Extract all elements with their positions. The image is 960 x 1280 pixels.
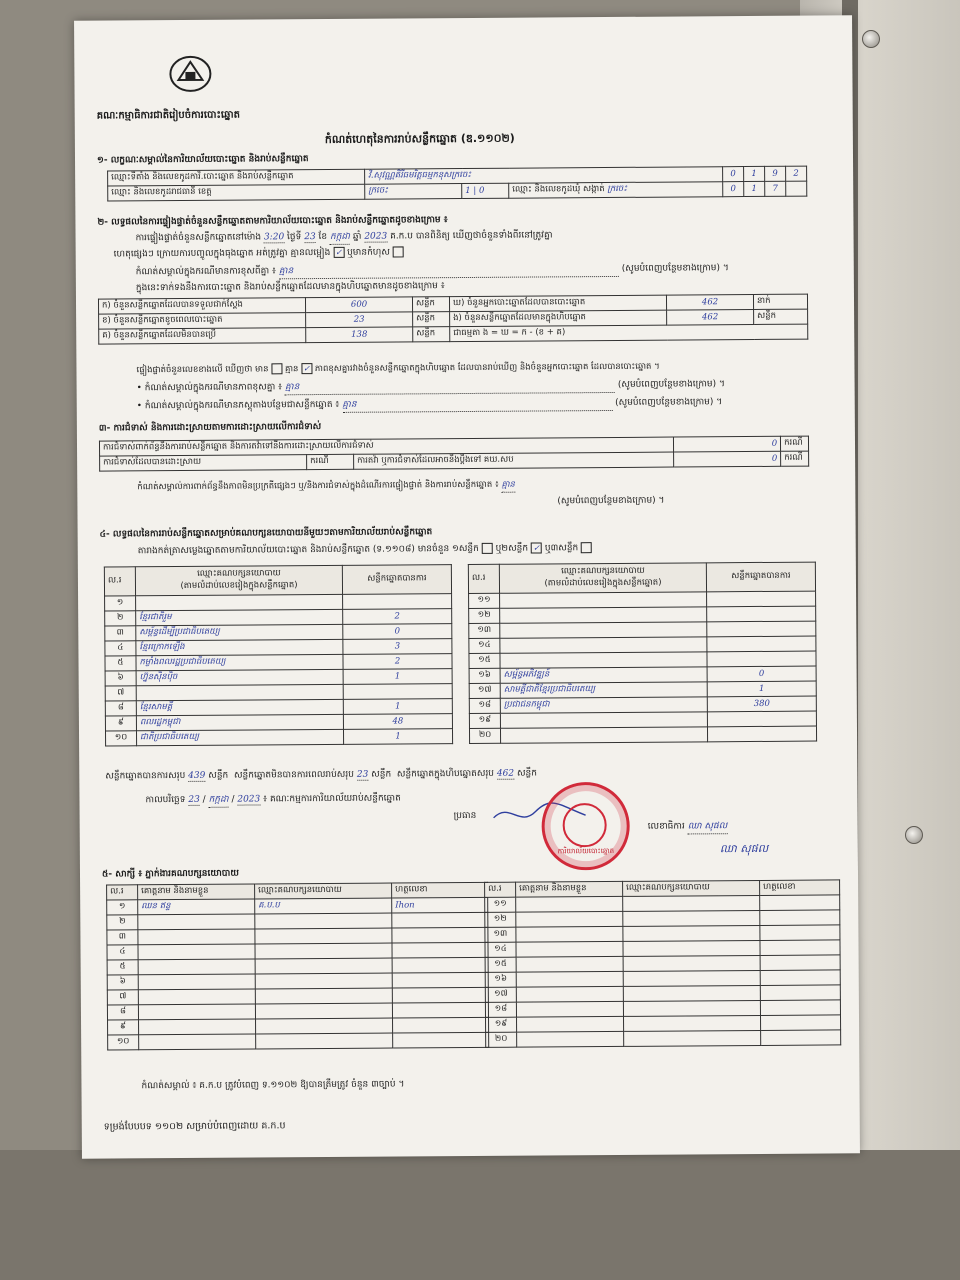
row-number: ៣	[107, 930, 138, 945]
party-name	[500, 727, 707, 743]
vote-count	[343, 594, 452, 610]
complaints-count: 0	[674, 436, 781, 452]
witness-party	[624, 1015, 761, 1031]
totals-line: សន្លឹកឆ្នោតបានការសរុប 439 សន្លឹក សន្លឹកឆ្នោតមិនបានការពេលរាប់សរុប 23 សន្លឹក សន្លឹកឆ្នោតក្នុងហិបឆ្នោតសរុប 462 សន្លឹក	[105, 768, 537, 782]
witness-party	[255, 958, 392, 974]
irregularity-note-suffix: (សូមបំពេញបន្ថែមខាងក្រោម) ។	[557, 495, 665, 507]
row-number: ១៣	[485, 927, 516, 942]
vote-count: 380	[707, 696, 816, 712]
witness-name	[516, 986, 623, 1002]
witness-name	[139, 1019, 256, 1035]
row-number: ៩	[105, 716, 136, 731]
section1-heading: ១- លក្ខណៈសម្គាល់នៃការិយាល័យបោះឆ្នោត និងរាប់សន្លឹកឆ្នោត	[96, 154, 309, 166]
vote-count	[707, 726, 816, 742]
results-table-left: ល.រ ឈ្មោះគណបក្សនយោបាយ (តាមលំដាប់លេខរៀងក្នុងសន្លឹកឆ្នោត) សន្លឹកឆ្នោតបានការ ១ ២ ខ្មែរជាតិរួម 2 ៣ សម្ព័ន្ធដើម្បីប្រជាធិបតេយ្យ 0 ៤ ខ្មែរក្រោកឡើង 3 ៥ កម្លាំងពលរដ្ឋប្រជាធិបតេយ្យ 2 ៦ ហ្វ៊ុនស៊ិនប៉ិច 1 ៧ ៨ ខ្មែរសាមគ្គី 1 ៩ ពលរដ្ឋកម្ពុជា 48 ១០ ជាតិប្រជាធិបតេយ្យ 1	[104, 564, 453, 746]
station-info-table	[107, 166, 807, 202]
party-name	[500, 637, 707, 653]
bullet-note-1: • កំណត់សម្គាល់ក្នុងករណីមានភាពខុសគ្នា ៖ គ្មាន (សូមបំពេញបន្ថែមខាងក្រោម) ។	[136, 379, 725, 394]
section2-heading: ២- លទ្ធផលនៃការផ្ទៀងផ្ទាត់ចំនួនសន្លឹកឆ្នោតតាមការិយាល័យបោះឆ្នោត និងរាប់សន្លឹកឆ្នោតដូចខាងក្រោម ៖	[97, 215, 448, 228]
station-code-digit: 1	[744, 166, 765, 181]
party-name	[500, 712, 707, 728]
witness-signature	[392, 1002, 488, 1018]
total-valid: 439	[188, 770, 206, 781]
row-number: ៩	[108, 1020, 139, 1035]
row-number: ១៩	[469, 713, 500, 728]
witness-party	[255, 943, 392, 959]
witness-party	[623, 970, 760, 986]
party-name: ពលរដ្ឋកម្ពុជា	[136, 714, 343, 730]
vote-count: 1	[707, 681, 816, 697]
voters-count: 462	[666, 294, 753, 310]
party-name: ខ្មែរជាតិរួម	[136, 609, 343, 625]
witness-name	[516, 911, 623, 927]
row-number: ៧	[105, 686, 136, 701]
witness-party	[623, 910, 760, 926]
vote-count: 2	[343, 654, 452, 670]
row-number: ៣	[105, 626, 136, 641]
party-name	[136, 684, 343, 700]
secretary-line: លេខាធិការ ឈា សុផល	[648, 820, 728, 835]
emblem-icon	[166, 54, 214, 94]
witness-party	[623, 985, 760, 1001]
vote-count	[707, 591, 816, 607]
witness-row	[108, 1032, 489, 1050]
witness-signature	[392, 987, 488, 1003]
row-number: ១៩	[486, 1017, 517, 1032]
party-name: សម្ព័ន្ធដើម្បីប្រជាធិបតេយ្យ	[136, 624, 343, 640]
row-number: ១៧	[485, 987, 516, 1002]
witness-name	[138, 974, 255, 990]
row-number: ១	[107, 900, 138, 915]
footnote: កំណត់សម្គាល់ ៖ គ.ក.ប ត្រូវបំពេញ ទ.១១០២ ឱ្យបានត្រឹមត្រូវ ចំនួន ៣ច្បាប់ ។	[141, 1079, 405, 1092]
province-label: ឈ្មោះ និងលេខកូដរាជធានី ខេត្ត	[108, 184, 365, 201]
witness-party	[255, 928, 392, 944]
received-ballots: 600	[305, 297, 412, 313]
witness-party	[623, 955, 760, 971]
row-number: ២០	[469, 728, 500, 743]
witness-party	[256, 1033, 393, 1049]
vote-count: 1	[343, 699, 452, 715]
screw-icon	[862, 30, 880, 48]
row-number: ៤	[105, 641, 136, 656]
row-number: ១៨	[485, 1002, 516, 1017]
complaints-table: ការជំទាស់ពាក់ព័ន្ធនឹងការរាប់សន្លឹកឆ្នោត និងការតវ៉ាទៅនឹងការដោះស្រាយលើការជំទាស់ 0 ករណី ការជំទាស់ដែលបានដោះស្រាយ ករណី ការតវ៉ា ឬការជំទាស់ដែលអាចនឹងប្តឹងទៅ គឃ.សប 0 ករណី	[99, 436, 809, 472]
party-name	[136, 594, 343, 610]
background-surface	[0, 1150, 960, 1280]
day-value: 23	[304, 232, 316, 243]
witness-name: ឈន ឥន្ទ	[138, 899, 255, 915]
section5-heading: ៥- សាក្សី ៖ ភ្នាក់ងារគណបក្សនយោបាយ	[101, 868, 239, 880]
witness-name	[517, 1031, 624, 1047]
vote-count	[707, 621, 816, 637]
witness-party	[623, 1000, 760, 1016]
witness-party	[623, 925, 760, 941]
row-number: ១៤	[485, 942, 516, 957]
vote-count: 2	[343, 609, 452, 625]
formula: ជាធម្មតា ង = ឃ = ក - (ខ + គ)	[450, 324, 808, 341]
party-name: ខ្មែរក្រោកឡើង	[136, 639, 343, 655]
vote-count	[707, 651, 816, 667]
row-number: ៥	[107, 960, 138, 975]
row-number: ២	[107, 915, 138, 930]
row-number: ១៥	[469, 653, 500, 668]
witness-name	[516, 926, 623, 942]
witness-signature	[760, 1000, 840, 1016]
witness-name	[138, 944, 255, 960]
party-name: កម្លាំងពលរដ្ឋប្រជាធិបតេយ្យ	[136, 654, 343, 670]
row-number: ១៥	[485, 957, 516, 972]
row-number: ២០	[486, 1032, 517, 1047]
vote-count: 0	[707, 666, 816, 682]
row-number: ៦	[107, 975, 138, 990]
comparison-line: ផ្ទៀងផ្ទាត់ចំនួនលេខខាងលើ ឃើញថា មាន គ្មាន ✓ ភាពខុសគ្នារវាងចំនួនសន្លឹកឆ្នោតក្នុងហិបឆ្នោត ដែលបានរាប់ឃើញ និងចំនួនអ្នកបោះឆ្នោត ដែលបានបោះឆ្នោត ។	[136, 361, 660, 376]
secretary-signature: ឈា សុផល	[688, 820, 728, 834]
witness-signature	[760, 895, 840, 911]
province-value: ក្រចេះ	[365, 184, 462, 200]
verification-time-line: ការផ្ទៀងផ្ទាត់ចំនួនសន្លឹកឆ្នោតនៅម៉ោង 3:20 ថ្ងៃទី 23 ខែ កក្កដា ឆ្នាំ 2023 គ.ក.ប បានពិនិត្យ ឃើញថាចំនួនទាំងពីរនៅត្រូវគ្នា	[135, 230, 553, 244]
witness-signature: Ihon	[392, 897, 488, 913]
vote-count: 3	[343, 639, 452, 655]
row-number: ១៦	[485, 972, 516, 987]
witness-party	[623, 940, 760, 956]
party-name	[500, 592, 707, 608]
witness-signature	[760, 985, 840, 1001]
witness-signature	[392, 942, 488, 958]
result-row	[105, 729, 452, 746]
appeals-count: 0	[674, 451, 781, 467]
witness-name	[138, 929, 255, 945]
document-title: កំណត់ហេតុនៃការរាប់សន្លឹកឆ្នោត (ឌ.១១០២)	[324, 131, 515, 146]
ballot-table-intro: ក្នុងនេះទាក់ទងនឹងការបោះឆ្នោត និងរាប់សន្លឹកឆ្នោតដែលមានក្នុងហិបឆ្នោតមានដូចខាងក្រោម ៖	[135, 281, 445, 294]
party-name: សាមគ្គីជាតិខ្មែរប្រជាធិបតេយ្យ	[500, 682, 707, 698]
commune-code-digit: 1	[744, 181, 765, 196]
witness-signature	[760, 955, 840, 971]
section4-heading: ៤- លទ្ធផលនៃការរាប់សន្លឹកឆ្នោតសម្រាប់គណបក្សនយោបាយនីមួយៗតាមការិយាល័យរាប់សន្លឹកឆ្នោត	[99, 527, 433, 540]
witness-party	[255, 913, 392, 929]
irregularity-note: កំណត់សម្គាល់ការពាក់ព័ន្ធនឹងភាពមិនប្រក្រតីផ្សេងៗ ឬ/និងការជំទាស់ក្នុងដំណើរការផ្ទៀងផ្ទាត់ និងការរាប់សន្លឹកឆ្នោត ៖ គ្មាន	[137, 479, 515, 493]
vote-count	[707, 606, 816, 622]
party-name: ប្រជាជនកម្ពុជា	[500, 697, 707, 713]
witness-table-right: ល.រ គោត្តនាម និងនាមខ្លួន ឈ្មោះគណបក្សនយោបាយ ហត្ថលេខា ១១ ១២ ១៣ ១៤ ១៥ ១៦ ១៧ ១៨ ១៩ ២០	[484, 879, 841, 1047]
row-number: ១	[105, 596, 136, 611]
row-number: ៦	[105, 671, 136, 686]
witness-signature	[760, 940, 840, 956]
witness-name	[138, 959, 255, 975]
party-name	[500, 652, 707, 668]
row-number: ១០	[108, 1035, 139, 1050]
ballots-in-box: 462	[667, 309, 754, 325]
row-number: ១៣	[469, 623, 500, 638]
total-in-box: 462	[496, 768, 515, 779]
witness-party	[623, 895, 760, 911]
witness-signature	[392, 912, 488, 928]
witness-party	[624, 1030, 761, 1046]
party-name: ជាតិប្រជាធិបតេយ្យ	[136, 729, 343, 745]
row-number: ១៦	[469, 668, 500, 683]
witness-party: គ.ប.ប	[255, 898, 392, 914]
row-number: ២	[105, 611, 136, 626]
witness-signature	[760, 925, 840, 941]
row-number: ៨	[107, 1005, 138, 1020]
difference-checkbox	[393, 246, 404, 257]
witness-signature	[392, 972, 488, 988]
row-number: ៤	[107, 945, 138, 960]
station-code-digit: 0	[723, 167, 744, 182]
results-table-right: ល.រ ឈ្មោះគណបក្សនយោបាយ (តាមលំដាប់លេខរៀងក្នុងសន្លឹកឆ្នោត) សន្លឹកឆ្នោតបានការ ១១ ១២ ១៣ ១៤ ១៥ ១៦ សម្ព័ន្ធអភិវឌ្ឍន៍ 0 ១៧ សាមគ្គីជាតិខ្មែរប្រជាធិបតេយ្យ 1 ១៨ ប្រជាជនកម្ពុជា 380 ១៩ ២០	[468, 562, 817, 744]
row-number: ៨	[105, 701, 136, 716]
witness-name	[138, 1004, 255, 1020]
witness-name	[517, 1016, 624, 1032]
vote-count	[707, 711, 816, 727]
witness-signature	[392, 957, 488, 973]
witness-party	[256, 1018, 393, 1034]
vote-count: 48	[343, 714, 452, 730]
commune-code-digit: 0	[723, 182, 744, 197]
org-name: គណៈកម្មាធិការជាតិរៀបចំការបោះឆ្នោត	[96, 109, 240, 122]
secretary-name: ឈា សុផល	[719, 841, 769, 856]
witness-table-left: ល.រ គោត្តនាម និងនាមខ្លួន ឈ្មោះគណបក្សនយោបាយ ហត្ថលេខា ១ ឈន ឥន្ទ គ.ប.ប Ihon ២ ៣ ៤ ៥ ៦ ៧ ៨ ៩ ១០	[106, 882, 489, 1051]
party-name: ខ្មែរសាមគ្គី	[136, 699, 343, 715]
row-number: ១២	[485, 912, 516, 927]
spoiled-ballots: 23	[306, 312, 413, 328]
vote-count: 1	[343, 729, 452, 745]
chair-label: ប្រធាន	[453, 810, 477, 822]
row-number: ៥	[105, 656, 136, 671]
vote-count: 0	[343, 624, 452, 640]
month-value: កក្កដា	[330, 231, 350, 245]
screw-icon	[905, 826, 923, 844]
station-code-digit: 2	[786, 166, 807, 181]
witness-party	[255, 988, 392, 1004]
sheet-count-line: តារាងកត់ត្រាសម្លេងឆ្នោតតាមការិយាល័យបោះឆ្នោត និងរាប់សន្លឹកឆ្នោត (ទ.១១០៨) មានចំនួន ១សន្លឹក ឬ២សន្លឹក ✓ ឬ៣សន្លឹក	[138, 542, 592, 558]
row-number: ១២	[469, 608, 500, 623]
witness-party	[255, 973, 392, 989]
date-line: កាលបរិច្ឆេទ 23 / កក្កដា / 2023 ៖ គណៈកម្មការការិយាល័យរាប់សន្លឹកឆ្នោត	[145, 792, 400, 808]
bullet-note-2: • កំណត់សម្គាល់ក្នុងករណីមានភស្តុតាងបន្ថែមជាសន្លឹកឆ្នោត ៖ គ្មាន (សូមបំពេញបន្ថែមខាងក្រោម) ។	[136, 397, 723, 412]
total-invalid: 23	[356, 769, 369, 780]
witness-signature	[760, 970, 840, 986]
witness-party	[255, 1003, 392, 1019]
commune-code-digit: 7	[765, 181, 786, 196]
witness-signature	[393, 1032, 489, 1048]
row-number: ១៧	[469, 683, 500, 698]
witness-name	[516, 1001, 623, 1017]
row-number: ១០	[105, 731, 136, 746]
row-number: ៧	[107, 990, 138, 1005]
verification-options: ហេតុផ្សេងៗ ក្រោយការបញ្ចូលក្នុងធុងឆ្នោត អត់ត្រូវគ្នា គ្មានលម្អៀង ✓ ឬមានកំហុស	[114, 246, 404, 261]
commune-label: ឈ្មោះ និងលេខកូដឃុំ សង្កាត់ ក្រចេះ	[509, 182, 723, 198]
witness-name	[516, 941, 623, 957]
official-seal: ការិយាល័យបោះឆ្នោត	[541, 782, 630, 871]
witness-name	[138, 914, 255, 930]
witness-signature	[761, 1030, 841, 1046]
unused-ballots: 138	[306, 327, 413, 343]
party-name	[500, 622, 707, 638]
witness-name	[139, 1034, 256, 1050]
station-value: វិ.សុវណ្ណគិរីធមរិត្តធម្មកនុសក្រចេះ	[365, 167, 723, 184]
station-code-digit: 9	[765, 166, 786, 181]
witness-name	[516, 971, 623, 987]
vote-count: 1	[343, 669, 452, 685]
ballot-count-table: ក) ចំនួនសន្លឹកឆ្នោតដែលបានទទួលជាក់ស្តែង 600 សន្លឹក ឃ) ចំនួនអ្នកបោះឆ្នោតដែលបានបោះឆ្នោត 462 នាក់ ខ) ចំនួនសន្លឹកឆ្នោតខូចពេលបោះឆ្នោត 23 សន្លឹក ង) ចំនួនសន្លឹកឆ្នោតដែលមានក្នុងហិបឆ្នោត 462 សន្លឹក គ) ចំនួនសន្លឹកឆ្នោតដែលមិនបានប្រើ 138 សន្លឹក ជាធម្មតា ង = ឃ = ក - (ខ + គ)	[98, 294, 808, 345]
witness-name	[516, 956, 623, 972]
witness-signature	[392, 927, 488, 943]
section3-heading: ៣- ការជំទាស់ និងការដោះស្រាយតាមការដោះស្រាយលើការជំទាស់	[98, 422, 322, 434]
witness-name	[516, 896, 623, 912]
form-note: ទម្រង់បែបបទ ១១០២ សម្រាប់បំពេញដោយ គ.ក.ប	[103, 1120, 286, 1133]
hour-value: 3:20	[263, 232, 285, 243]
year-value: 2023	[364, 231, 388, 242]
witness-signature	[393, 1017, 489, 1033]
province-code: 1 | 0	[462, 183, 509, 198]
row-number: ១៨	[469, 698, 500, 713]
row-number: ១១	[485, 897, 516, 912]
party-name	[500, 607, 707, 623]
row-number: ១៤	[469, 638, 500, 653]
witness-name	[138, 989, 255, 1005]
party-name: សម្ព័ន្ធអភិវឌ្ឍន៍	[500, 667, 707, 683]
difference-note: កំណត់សម្គាល់ក្នុងករណីមានការខុសពីគ្នា ៖ គ្មាន (សូមបំពេញបន្ថែមខាងក្រោម) ។	[136, 262, 729, 280]
row-number: ១១	[469, 593, 500, 608]
witness-signature	[760, 910, 840, 926]
no-difference-checkbox: ✓	[333, 247, 344, 258]
party-name: ហ្វ៊ុនស៊ិនប៉ិច	[136, 669, 343, 685]
vote-count-report-paper	[74, 15, 860, 1158]
vote-count	[343, 684, 452, 700]
station-label: ឈ្មោះទីតាំង និងលេខកូដការិ.បោះឆ្នោត និងរាប់សន្លឹកឆ្នោត	[108, 169, 365, 186]
witness-signature	[760, 1015, 840, 1031]
result-row	[469, 726, 816, 743]
vote-count	[707, 636, 816, 652]
witness-row	[486, 1030, 841, 1047]
